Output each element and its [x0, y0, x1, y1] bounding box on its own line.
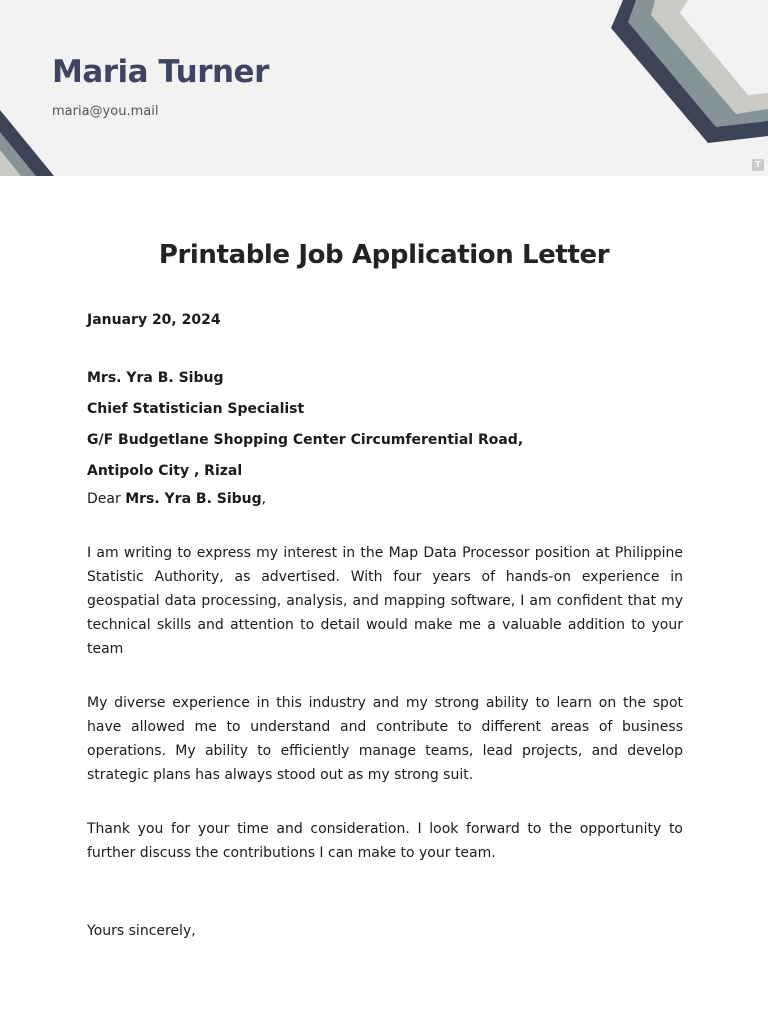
salutation-greeting: Dear [87, 491, 121, 507]
recipient-block [87, 363, 683, 487]
recipient-address-line2: Antipolo City , Rizal [87, 463, 243, 479]
recipient-position: Chief Statistician Specialist [87, 401, 305, 417]
recipient-name: Mrs. Yra B. Sibug [87, 370, 224, 386]
closing: Yours sincerely, [87, 923, 196, 939]
salutation-name: Mrs. Yra B. Sibug [125, 491, 262, 507]
salutation-punctuation: , [261, 491, 267, 507]
sender-name: Maria Turner [52, 54, 269, 90]
letter-date: January 20, 2024 [87, 312, 221, 328]
letter-title: Printable Job Application Letter [158, 240, 610, 270]
template-badge-icon: T [752, 159, 764, 171]
paragraph-thanks: Thank you for your time and consideration. I look forward to the opportunity to further discuss the contributions I can make to your team. [87, 821, 683, 861]
salutation [87, 487, 683, 511]
letter-body [87, 308, 683, 943]
sender-email: maria@you.mail [52, 104, 159, 119]
paragraph-interest: I am writing to express my interest in the Map Data Processor position at Philippine Statistic Authority, as advertised. With four years of hands-on experience in geospatial data processing, analysis, and mapping software, I am confident that my technical skills and attention to detail would make me a valuable addition to your team [87, 545, 683, 657]
recipient-address-line1: G/F Budgetlane Shopping Center Circumferential Road, [87, 432, 524, 448]
letterhead [0, 0, 768, 176]
paragraph-experience: My diverse experience in this industry and my strong ability to learn on the spot have allowed me to understand and contribute to different areas of business operations. My ability to efficiently manage teams, lead projects, and develop strategic plans has always stood out as my strong suit. [87, 695, 683, 783]
